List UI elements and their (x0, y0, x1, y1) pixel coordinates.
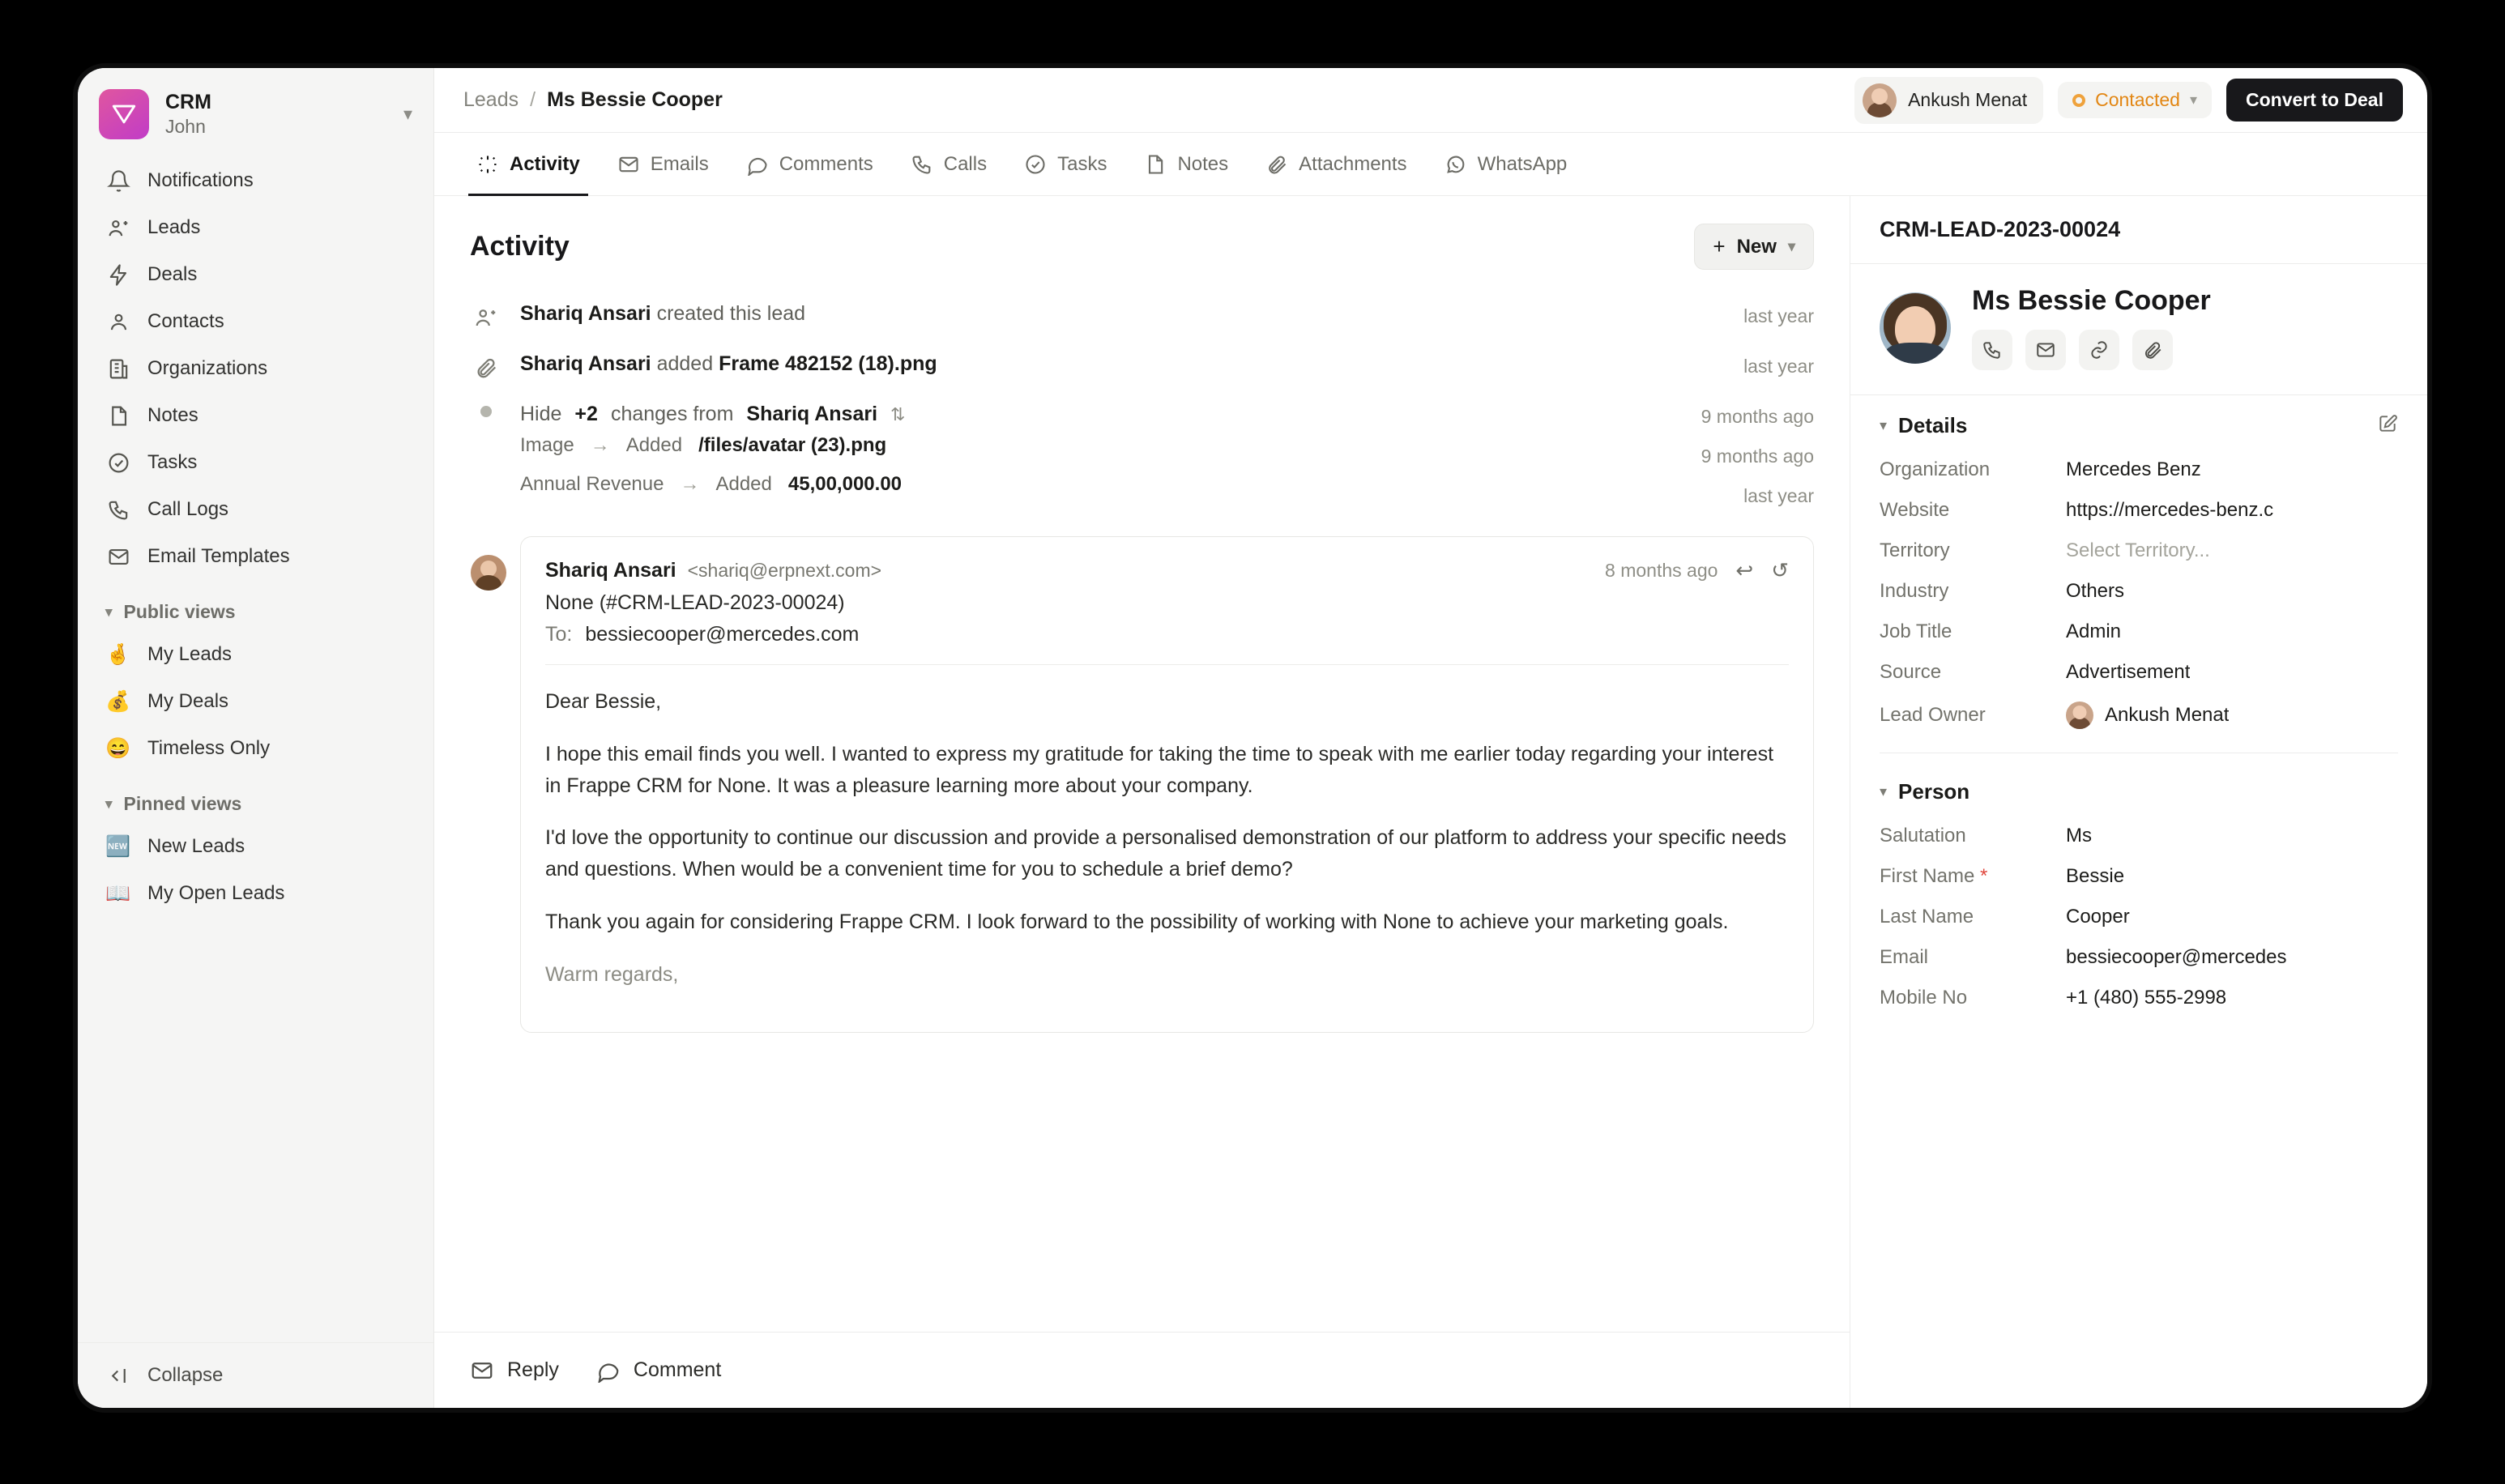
field-label: Salutation (1880, 825, 1966, 846)
breadcrumb-separator: / (530, 88, 536, 111)
sidebar-item-label: My Open Leads (147, 882, 285, 904)
field-row[interactable] (1880, 897, 2398, 937)
toggle-changes-row[interactable] (520, 403, 1684, 426)
chevron-down-icon: ▾ (1880, 783, 1888, 800)
field-row[interactable] (1880, 531, 2398, 571)
record-id-header (1850, 196, 2427, 264)
status-badge[interactable] (2058, 82, 2212, 118)
avatar (471, 555, 506, 591)
tab-label: Emails (650, 152, 709, 175)
activity-changes-group (470, 391, 1814, 518)
field-label: Last Name (1880, 906, 1974, 927)
reply-label: Reply (507, 1358, 559, 1381)
sidebar-item-label: Contacts (147, 310, 224, 332)
paperclip-icon (1265, 153, 1288, 176)
email-subject: None (#CRM-LEAD-2023-00024) (545, 591, 845, 614)
activity-icon (476, 153, 499, 176)
chevron-down-icon[interactable]: ▾ (403, 104, 412, 124)
field-label: Territory (1880, 539, 1950, 561)
brand-text (165, 90, 387, 139)
email-icon (470, 1358, 494, 1383)
person-section-header[interactable] (1880, 779, 2398, 804)
field-row[interactable] (1880, 450, 2398, 490)
collapse-label: Collapse (147, 1364, 224, 1386)
sidebar-item-label: New Leads (147, 835, 245, 857)
sidebar-item-timeless-only[interactable] (92, 725, 419, 772)
sidebar-item-tasks[interactable] (92, 439, 419, 486)
dot-icon (470, 403, 502, 417)
to-label: To: (545, 623, 573, 646)
content-area (434, 196, 2427, 1408)
activity-event (470, 291, 1814, 341)
sidebar-item-label: Notes (147, 404, 198, 426)
field-label: Website (1880, 499, 1950, 521)
group-pinned-views[interactable] (92, 772, 419, 823)
email-card[interactable] (520, 536, 1814, 1033)
paperclip-icon (470, 352, 502, 380)
event-time: last year (1743, 356, 1814, 377)
event-action: created this lead (656, 302, 806, 325)
sidebar-item-contacts[interactable] (92, 298, 419, 345)
tab-notes[interactable] (1129, 133, 1243, 195)
email-paragraph: Warm regards, (545, 962, 679, 986)
field-value: +1 (480) 555-2998 (2066, 987, 2227, 1009)
field-label: Job Title (1880, 620, 1952, 642)
group-public-views[interactable] (92, 580, 419, 631)
tab-comments[interactable] (732, 133, 888, 195)
sort-icon[interactable]: ⇅ (890, 403, 906, 424)
arrow-right-icon: → (590, 434, 610, 456)
sidebar-item-label: Call Logs (147, 498, 229, 520)
sidebar-item-label: Tasks (147, 451, 198, 473)
sidebar-item-my-open-leads[interactable] (92, 870, 419, 917)
changes-actor: Shariq Ansari (746, 403, 878, 425)
email-paragraph: Dear Bessie, (545, 690, 662, 713)
sidebar-item-new-leads[interactable] (92, 823, 419, 870)
brand-switcher[interactable] (78, 68, 433, 154)
tab-label: Calls (943, 152, 988, 175)
chevron-down-icon: ▾ (105, 603, 113, 620)
event-attachment[interactable]: Frame 482152 (18).png (719, 352, 937, 375)
sidebar-item-label: Leads (147, 216, 201, 238)
email-paragraph: I hope this email finds you well. I wanted to express my gratitude for taking the time to speak with me earlier today regarding your interest in Frappe CRM for None. It was a pleasure learning more about your company. (545, 742, 1774, 797)
deals-icon (105, 262, 131, 288)
page-title: Activity (470, 231, 570, 262)
contacts-icon (105, 309, 131, 335)
crm-logo-icon (99, 89, 149, 139)
mail-icon (105, 544, 131, 569)
email-sender-address: <shariq@erpnext.com> (687, 560, 882, 581)
sidebar-item-leads[interactable] (92, 204, 419, 251)
field-value: bessiecooper@mercedes (2066, 946, 2287, 968)
sidebar-item-label: Notifications (147, 169, 254, 191)
sidebar-item-label: My Deals (147, 690, 229, 712)
avatar (1863, 83, 1897, 117)
activity-event (470, 341, 1814, 391)
note-icon (1144, 153, 1167, 176)
plus-icon: + (1713, 234, 1726, 258)
person-header (1850, 264, 2427, 395)
sidebar-item-label: Email Templates (147, 545, 290, 567)
field-value: Bessie (2066, 865, 2125, 887)
event-action: added (656, 352, 714, 375)
tab-tasks[interactable] (1009, 133, 1121, 195)
email-time: 8 months ago (1605, 560, 1718, 581)
field-row[interactable] (1880, 856, 2398, 897)
tasks-icon (105, 450, 131, 475)
sidebar (78, 68, 434, 1408)
change-row (520, 426, 1684, 465)
book-emoji-icon: 📖 (105, 881, 131, 905)
changes-label: changes from (610, 403, 734, 425)
comment-icon (746, 153, 769, 176)
field-row[interactable] (1880, 978, 2398, 1018)
section-title: Details (1898, 413, 1968, 437)
sidebar-item-call-logs[interactable] (92, 486, 419, 533)
sidebar-item-organizations[interactable] (92, 345, 419, 392)
field-label: Lead Owner (1880, 704, 1986, 726)
email-recipient-row (545, 623, 1789, 646)
field-label: Source (1880, 661, 1942, 683)
field-label: Industry (1880, 580, 1949, 602)
avatar[interactable] (1880, 292, 1951, 364)
task-icon (1024, 153, 1047, 176)
event-time: last year (1743, 305, 1814, 326)
quick-actions (1972, 330, 2211, 370)
activity-column (434, 196, 1850, 1408)
organizations-icon (105, 356, 131, 382)
changes-count: +2 (574, 403, 598, 425)
status-dot-icon (2072, 94, 2085, 107)
assignee-name: Ankush Menat (1908, 89, 2028, 110)
email-sender: Shariq Ansari (545, 559, 676, 582)
tab-label: Activity (510, 152, 580, 175)
sidebar-item-label: My Leads (147, 643, 233, 665)
sidebar-item-notifications[interactable] (92, 157, 419, 204)
email-paragraph: I'd love the opportunity to continue our discussion and provide a personalised demonstration of our platform to address your specific needs and questions. When would be a convenient time for you to schedule a brief demo? (545, 826, 1787, 881)
chevron-down-icon: ▾ (2189, 92, 2198, 108)
event-text (520, 302, 1726, 326)
topbar-actions (1854, 77, 2403, 124)
comment-icon (596, 1358, 621, 1383)
activity-footer (434, 1332, 1850, 1408)
field-value: Mercedes Benz (2066, 458, 2201, 480)
details-panel (1850, 196, 2427, 1408)
activity-header (470, 224, 1814, 270)
status-label: Contacted (2095, 89, 2180, 110)
sidebar-item-my-leads[interactable] (92, 631, 419, 678)
changes-group-time: 9 months ago (1701, 406, 1814, 427)
collapse-icon (105, 1362, 131, 1388)
field-label: Email (1880, 946, 1929, 968)
change-action: Added (625, 434, 683, 456)
sidebar-item-label: Timeless Only (147, 737, 271, 759)
tab-bar (434, 133, 2427, 196)
paperclip-icon[interactable] (2132, 330, 2173, 370)
divider (545, 664, 1789, 665)
field-label: Mobile No (1880, 987, 1968, 1009)
group-label: Pinned views (123, 793, 242, 814)
main-area (434, 68, 2427, 1408)
avatar (2066, 701, 2093, 729)
change-value: 45,00,000.00 (787, 473, 903, 495)
details-section (1850, 395, 2427, 761)
field-value: Others (2066, 580, 2125, 602)
person-section (1850, 761, 2427, 1026)
field-value: Admin (2066, 620, 2122, 642)
field-value: Advertisement (2066, 661, 2191, 683)
sidebar-nav (78, 154, 433, 1342)
assignee-chip[interactable] (1854, 77, 2043, 124)
notes-icon (105, 403, 131, 429)
email-recipient: bessiecooper@mercedes.com (585, 623, 860, 646)
brand-username: John (165, 116, 206, 138)
change-action: Added (715, 473, 772, 495)
group-label: Public views (123, 601, 236, 622)
link-icon[interactable] (2079, 330, 2119, 370)
email-body (545, 686, 1789, 990)
new-emoji-icon: 🆕 (105, 834, 131, 858)
record-id: CRM-LEAD-2023-00024 (1880, 217, 2121, 241)
leads-icon (105, 215, 131, 241)
field-row[interactable] (1880, 652, 2398, 693)
details-section-header[interactable] (1880, 413, 2398, 438)
tab-emails[interactable] (603, 133, 723, 195)
email-paragraph: Thank you again for considering Frappe CRM. I look forward to the possibility of working with None to achieve your marketing goals. (545, 910, 1729, 933)
arrow-right-icon: → (680, 473, 700, 495)
chevron-down-icon: ▾ (105, 795, 113, 812)
topbar (434, 68, 2427, 133)
change-row-time: 9 months ago (1701, 446, 1814, 467)
hide-label: Hide (520, 403, 562, 425)
field-value: https://mercedes-benz.c (2066, 499, 2274, 521)
chevron-down-icon: ▾ (1880, 417, 1888, 433)
edit-icon[interactable] (2377, 413, 2398, 438)
sidebar-item-email-templates[interactable] (92, 533, 419, 580)
field-value: Ms (2066, 825, 2092, 846)
collapse-sidebar-button[interactable] (78, 1342, 433, 1408)
email-icon (617, 153, 640, 176)
reply-button[interactable] (470, 1358, 559, 1383)
event-text (520, 352, 1726, 376)
activity-scroll[interactable] (434, 196, 1850, 1332)
sidebar-item-label: Deals (147, 263, 198, 285)
tab-label: WhatsApp (1477, 152, 1568, 175)
new-label: New (1736, 235, 1777, 258)
email-header (545, 558, 1789, 583)
field-row[interactable] (1880, 612, 2398, 652)
breadcrumb-current: Ms Bessie Cooper (547, 88, 723, 111)
whatsapp-icon (1445, 153, 1467, 176)
convert-to-deal-button[interactable]: Convert to Deal (2226, 79, 2403, 122)
brand-title: CRM (165, 91, 211, 114)
change-row (520, 465, 1684, 504)
event-actor: Shariq Ansari (520, 302, 651, 325)
money-emoji-icon: 💰 (105, 689, 131, 713)
change-value: /files/avatar (23).png (698, 434, 887, 456)
comment-button[interactable] (596, 1358, 721, 1383)
field-row[interactable] (1880, 490, 2398, 531)
section-title: Person (1898, 779, 1970, 804)
comment-label: Comment (633, 1358, 722, 1381)
field-value: Select Territory... (2066, 539, 2210, 561)
field-row[interactable] (1880, 816, 2398, 856)
hand-emoji-icon: 🤞 (105, 642, 131, 666)
tab-label: Tasks (1057, 152, 1107, 175)
required-marker: * (1980, 865, 1988, 887)
smile-emoji-icon: 😄 (105, 736, 131, 760)
phone-icon (911, 153, 933, 176)
sidebar-item-label: Organizations (147, 357, 268, 379)
tab-whatsapp[interactable] (1430, 133, 1582, 195)
breadcrumb-leads[interactable]: Leads (463, 88, 519, 111)
tab-activity[interactable] (462, 133, 595, 195)
tab-label: Attachments (1299, 152, 1407, 175)
field-value: Cooper (2066, 906, 2130, 927)
new-activity-button[interactable] (1694, 224, 1814, 270)
tab-label: Comments (779, 152, 873, 175)
app-window (78, 68, 2427, 1408)
field-row[interactable] (1880, 693, 2398, 738)
field-row[interactable] (1880, 571, 2398, 612)
chevron-down-icon: ▾ (1787, 238, 1795, 254)
sidebar-item-my-deals[interactable] (92, 678, 419, 725)
phone-icon (105, 497, 131, 522)
mail-icon[interactable] (2025, 330, 2066, 370)
change-row-time: last year (1743, 485, 1814, 506)
change-field: Annual Revenue (520, 473, 664, 495)
person-name: Ms Bessie Cooper (1972, 285, 2211, 316)
field-label: Organization (1880, 458, 1991, 480)
field-value: Ankush Menat (2105, 704, 2230, 726)
tab-attachments[interactable] (1251, 133, 1421, 195)
reply-icon[interactable]: ↩ (1735, 558, 1754, 582)
sidebar-item-notes[interactable] (92, 392, 419, 439)
phone-icon[interactable] (1972, 330, 2012, 370)
tab-calls[interactable] (896, 133, 1001, 195)
field-row[interactable] (1880, 937, 2398, 978)
bell-icon (105, 168, 131, 194)
change-field: Image (520, 434, 574, 456)
tab-label: Notes (1177, 152, 1229, 175)
user-plus-icon (470, 302, 502, 330)
field-label: First Name * (1880, 865, 1988, 887)
reply-all-icon[interactable]: ↺ (1771, 558, 1789, 582)
event-actor: Shariq Ansari (520, 352, 651, 375)
sidebar-item-deals[interactable] (92, 251, 419, 298)
